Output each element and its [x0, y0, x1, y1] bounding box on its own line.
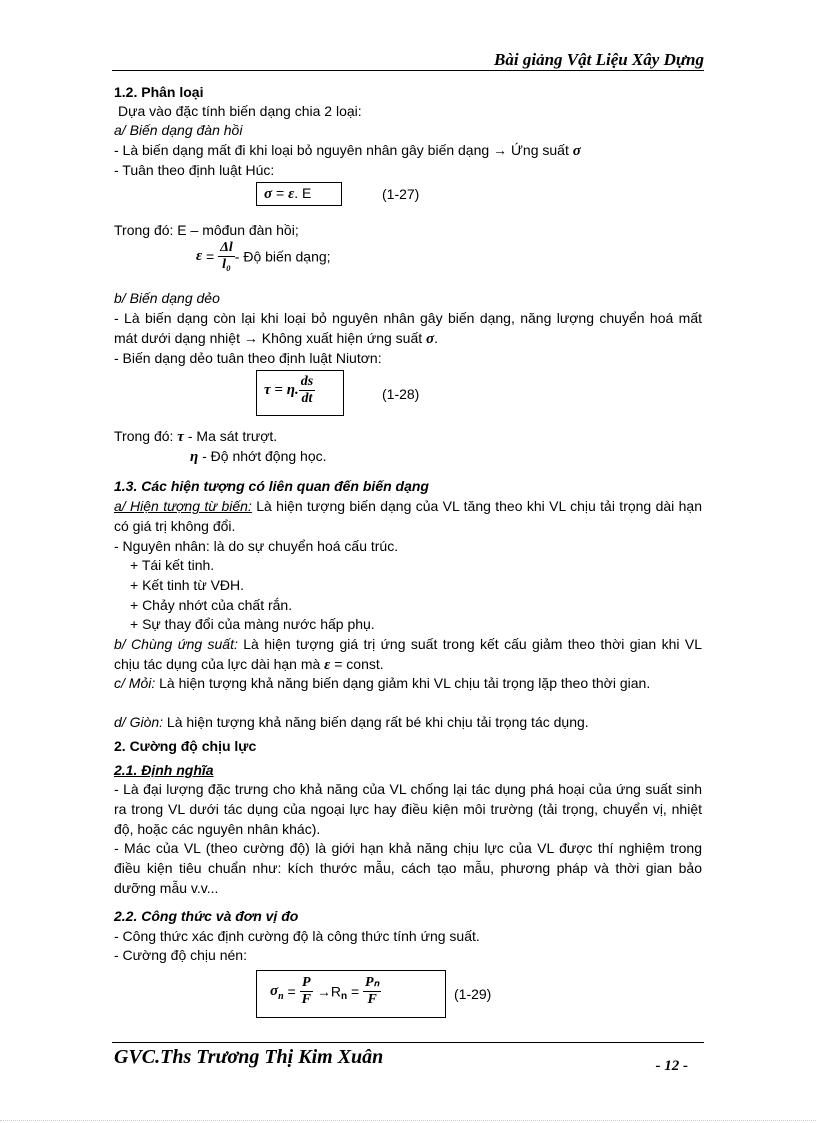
cause-line: - Nguyên nhân: là do sự chuyển hoá cấu trúc. [114, 538, 399, 554]
header-rule [112, 70, 704, 71]
plastic-definition: - Là biến dạng còn lại khi loại bỏ nguyên nhân gây biến dạng, năng lượng chuyển hoá mất mát dưới dạng nhiệt → Không xuất hiện ứng suất σ. [114, 310, 702, 347]
where-tau: Trong đó: τ - Ma sát trượt. [114, 428, 278, 445]
elastic-definition: - Là biến dạng mất đi khi loại bỏ nguyên nhân gây biến dạng → Ứng suất σ [114, 142, 581, 159]
fatigue-paragraph: c/ Mỏi: Là hiện tượng khả năng biến dạng giảm khi VL chịu tải trọng lặp theo thời gian. [114, 675, 651, 691]
bullet-item: + Tái kết tinh. [130, 557, 215, 573]
formula-intro-line: - Công thức xác định cường độ là công thức tính ứng suất. [114, 928, 480, 944]
relaxation-paragraph: b/ Chùng ứng suất: Là hiện tượng giá trị ứng suất trong kết cấu giảm theo thời gian khi VL chịu tác dụng của lực dài hạn mà ε = const. [114, 636, 702, 673]
creep-paragraph: a/ Hiện tượng từ biến: Là hiện tượng biến dạng của VL tăng theo khi VL chịu tải trọng dài hạn có giá trị không đổi. [114, 498, 702, 534]
newton-law-line: - Biến dạng dẻo tuân theo định luật Niutơn: [114, 350, 382, 366]
section-heading-1-3: 1.3. Các hiện tượng có liên quan đến biến dạng [114, 478, 429, 494]
footer-author: GVC.Ths Trương Thị Kim Xuân [114, 1046, 384, 1068]
page-bottom-border [0, 1120, 816, 1121]
compressive-strength-line: - Cường độ chịu nén: [114, 947, 247, 963]
section-heading-1-2: 1.2. Phân loại [114, 84, 204, 100]
brittle-paragraph: d/ Giòn: Là hiện tượng khả năng biến dạng rất bé khi chịu tải trọng tác dụng. [114, 714, 589, 730]
section-heading-2-2: 2.2. Công thức và đơn vị đo [114, 908, 299, 924]
subheading-elastic: a/ Biến dạng đàn hồi [114, 122, 243, 138]
formula-number-1-27: (1-27) [382, 186, 420, 202]
grade-paragraph: - Mác của VL (theo cường độ) là giới hạn khả năng chịu lực của VL được thí nghiệm trong điều kiện tiêu chuẩn như: kích thước mẫu, cách tạo mẫu, phương pháp và thời gian bảo dưỡng mẫu v.v... [114, 840, 702, 896]
footer-rule [112, 1042, 704, 1043]
formula-number-1-29: (1-29) [454, 986, 492, 1002]
subheading-plastic: b/ Biến dạng dẻo [114, 290, 220, 306]
bullet-item: + Chảy nhớt của chất rắn. [130, 597, 293, 613]
hooke-law-line: - Tuân theo định luật Húc: [114, 162, 275, 178]
intro-line: Dựa vào đặc tính biến dạng chia 2 loại: [118, 103, 362, 119]
formula-1-29: $\sigma_n$ = $\frac{P}{F}$ $\to R_n$ = $\frac{\text{Pₙ}}{F}$ [270, 975, 380, 1007]
bullet-item: + Sự thay đổi của màng nước hấp phụ. [130, 616, 375, 632]
bullet-item: + Kết tinh từ VĐH. [130, 577, 245, 593]
section-heading-2: 2. Cường độ chịu lực [114, 738, 257, 754]
definition-paragraph: - Là đại lượng đặc trưng cho khả năng của VL chống lại tác dụng phá hoại của ứng suất sinh ra trong VL dưới tác dụng của ngoại lực hay điều kiện môi trường (tải trọng, chuyển vị, nhiệt độ, hoặc các nguyên nhân khác). [114, 781, 702, 837]
formula-1-28: τ = η. $\frac{ds}{dt}$ [264, 374, 314, 406]
page-number: - 12 - [655, 1058, 688, 1074]
strain-formula: ε = $\frac{\Delta l}{\text{l₀}}$ - Độ biến dạng; [196, 240, 331, 272]
header-title: Bài giảng Vật Liệu Xây Dựng [494, 50, 704, 69]
section-heading-2-1: 2.1. Định nghĩa [114, 762, 214, 778]
formula-number-1-28: (1-28) [382, 386, 420, 402]
where-modulus: Trong đó: E – môđun đàn hồi; [114, 222, 299, 238]
formula-1-27: σ = ε. E [264, 185, 312, 202]
where-eta: η - Độ nhớt động học. [190, 448, 327, 465]
